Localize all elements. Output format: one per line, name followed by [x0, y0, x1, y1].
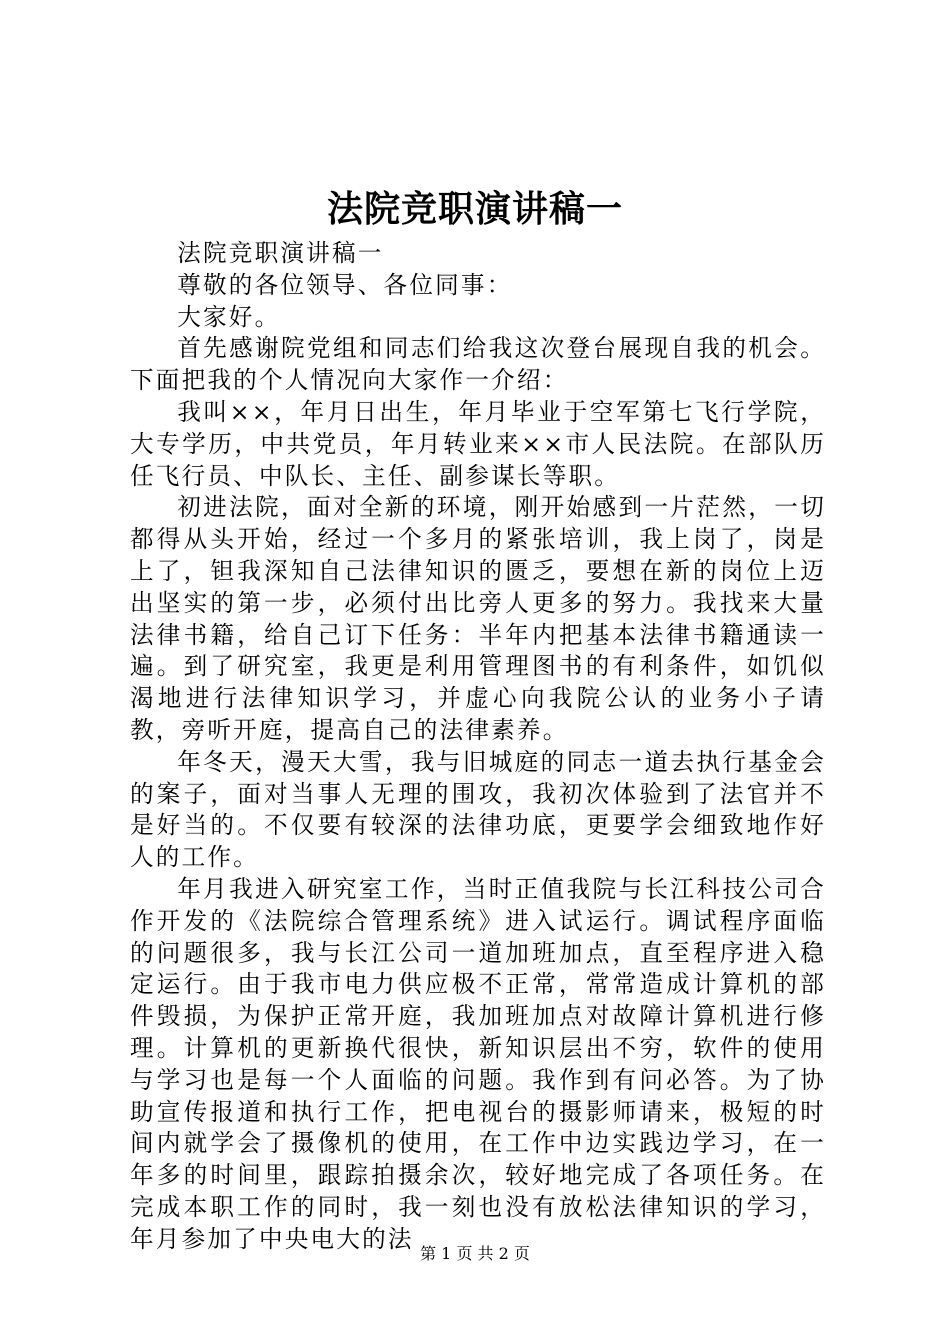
paragraph-entering-court: 初进法院，面对全新的环境，刚开始感到一片茫然，一切都得从头开始，经过一个多月的紧张培训，我上岗了，岗是上了，钽我深知自己法律知识的匮乏，要想在新的岗位上迈出坚实的第一步，必须付出比旁人更多的努力。我找来大量法律书籍，给自己订下任务：半年内把基本法律书籍通读一遍。到了研究室，我更是利用管理图书的有利条件，如饥似渴地进行法律知识学习，并虚心向我院公认的业务小子请教，旁听开庭，提高自己的法律素养。: [130, 493, 826, 744]
paragraph-personal-info: 我叫××，年月日出生，年月毕业于空军第七飞行学院，大专学历，中共党员，年月转业来××市人民法院。在部队历任飞行员、中队长、主任、副参谋长等职。: [130, 397, 826, 490]
document-body: [130, 238, 826, 1256]
paragraph-introduction: 首先感谢院党组和同志们给我这次登台展现自我的机会。下面把我的个人情况向大家作一介绍：: [130, 334, 826, 395]
paragraph-winter-case: 年冬天，漫天大雪，我与旧城庭的同志一道去执行基金会的案子，面对当事人无理的围攻，我初次体验到了法官并不是好当的。不仅要有较深的法律功底，更要学会细致地作好人的工作。: [130, 747, 826, 872]
paragraph-research-office: 年月我进入研究室工作，当时正值我院与长江科技公司合作开发的《法院综合管理系统》进入试运行。调试程序面临的问题很多，我与长江公司一道加班加点，直至程序进入稳定运行。由于我市电力供应极不正常，常常造成计算机的部件毁损，为保护正常开庭，我加班加点对故障计算机进行修理。计算机的更新换代很快，新知识层出不穷，软件的使用与学习也是每一个人面临的问题。我作到有问必答。为了协助宣传报道和执行工作，把电视台的摄影师请来，极短的时间内就学会了摄像机的使用，在工作中边实践边学习，在一年多的时间里，跟踪拍摄余次，较好地完成了各项任务。在完成本职工作的同时，我一刻也没有放松法律知识的学习，年月参加了中央电大的法: [130, 874, 826, 1253]
paragraph-salutation: 尊敬的各位领导、各位同事：: [177, 270, 513, 299]
document-title: 法院竞职演讲稿一: [326, 188, 623, 230]
paragraph-greeting: 大家好。: [177, 302, 281, 331]
page-number-footer: 第 1 页 共 2 页: [420, 1244, 530, 1263]
paragraph-heading-repeat: 法院竞职演讲稿一: [177, 239, 384, 267]
